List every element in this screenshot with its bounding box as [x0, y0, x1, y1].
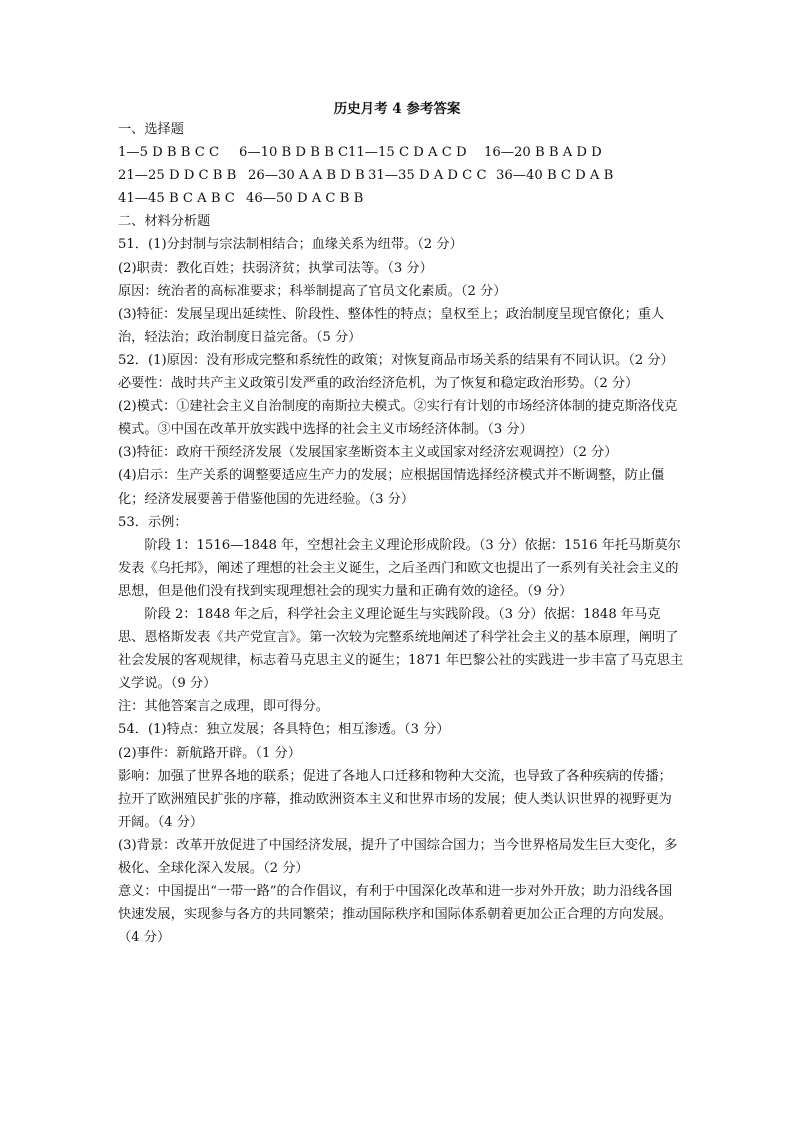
answer-group: 26—30 A A B D B [248, 168, 365, 184]
q53-stage2: 阶段 2：1848 年之后，科学社会主义理论诞生与实践阶段。（3 分）依据：1848 年马克思、恩格斯发表《共产党宣言》。第一次较为完整系统地阐述了科学社会主义的基本原理，阐明了社会发展的客观规律，标志着马克思主义的诞生；1871 年巴黎公社的实践进一步丰富了马克思主义学说。（9 分） [118, 606, 684, 692]
section-heading-material: 二、材料分析题 [118, 214, 211, 230]
q51-reason: 原因：统治者的高标准要求；科举制提高了官员文化素质。（2 分） [118, 283, 507, 299]
q52-part2: (2)模式：①建社会主义自治制度的南斯拉夫模式。②实行有计划的市场经济体制的捷克斯洛伐克模式。③中国在改革开放实践中选择的社会主义市场经济体制。（3 分） [118, 399, 678, 438]
answer-group: 11—15 C D A C D [348, 145, 467, 161]
section-heading-choice: 一、选择题 [118, 122, 184, 137]
q51-part1: 51．(1)分封制与宗法制相结合；血缘关系为纽带。（2 分） [118, 237, 463, 253]
q54-part2: (2)事件：新航路开辟。（1 分） [118, 745, 301, 761]
q52-part3: (3)特征：政府干预经济发展（发展国家垄断资本主义或国家对经济宏观调控）（2 分） [118, 445, 618, 461]
q53-heading: 53．示例： [118, 514, 188, 530]
q53-note: 注：其他答案言之成理，即可得分。 [118, 699, 329, 715]
answer-group: 46—50 D A C B B [246, 191, 364, 207]
q51-part3: (3)特征：发展呈现出延续性、阶段性、整体性的特点；皇权至上；政治制度呈现官僚化；重人治，轻法治；政治制度日益完备。（5 分） [118, 306, 665, 345]
document-title: 历史月考 4 参考答案 [333, 101, 461, 117]
answer-group: 6—10 B D B B C [239, 145, 349, 161]
q54-impact: 影响：加强了世界各地的联系；促进了各地人口迁移和物种大交流，也导致了各种疾病的传播；拉开了欧洲殖民扩张的序幕，推动欧洲资本主义和世界市场的发展；使人类认识世界的视野更为开阔。（4 分） [118, 768, 672, 830]
answer-group: 36—40 B C D A B [496, 168, 614, 184]
answer-group: 41—45 B C A B C [118, 191, 235, 207]
q54-part3: (3)背景：改革开放促进了中国经济发展，提升了中国综合国力；当今世界格局发生巨大变化，多极化、全球化深入发展。（2 分） [118, 837, 678, 876]
answer-group: 21—25 D D C B B [118, 168, 237, 184]
choice-answers-row-2 [118, 164, 684, 187]
answer-group: 16—20 B B A D D [484, 145, 602, 161]
q51-part2: (2)职责：教化百姓；扶弱济贫；执掌司法等。（3 分） [118, 260, 433, 276]
choice-answers-row-3 [118, 187, 684, 210]
answer-content [118, 118, 684, 949]
q52-part1: 52．(1)原因：没有形成完整和系统性的政策；对恢复商品市场关系的结果有不同认识。（2 分） [118, 352, 674, 368]
q52-necessity: 必要性：战时共产主义政策引发严重的政治经济危机，为了恢复和稳定政治形势。（2 分） [118, 376, 639, 392]
q53-stage1: 阶段 1：1516—1848 年，空想社会主义理论形成阶段。（3 分）依据：1516 年托马斯莫尔发表《乌托邦》，阐述了理想的社会主义诞生，之后圣西门和欧文也提出了一系列有关社会主义的思想，但是他们没有找到实现理想社会的现实力量和正确有效的途径。（9 分） [118, 537, 681, 599]
q52-part4: (4)启示：生产关系的调整要适应生产力的发展；应根据国情选择经济模式并不断调整，防止僵化；经济发展要善于借鉴他国的先进经验。（3 分） [118, 468, 665, 507]
answer-group: 31—35 D A D C C [368, 168, 487, 184]
q54-part1: 54．(1)特点：独立发展；各具特色；相互渗透。（3 分） [118, 722, 450, 738]
choice-answers-row-1 [118, 141, 684, 164]
q54-significance: 意义：中国提出“一带一路”的合作倡议，有利于中国深化改革和进一步对外开放；助力沿线各国快速发展，实现参与各方的共同繁荣；推动国际秩序和国际体系朝着更加公正合理的方向发展。（4 分） [118, 884, 673, 946]
answer-group: 1—5 D B B C C [118, 145, 220, 161]
